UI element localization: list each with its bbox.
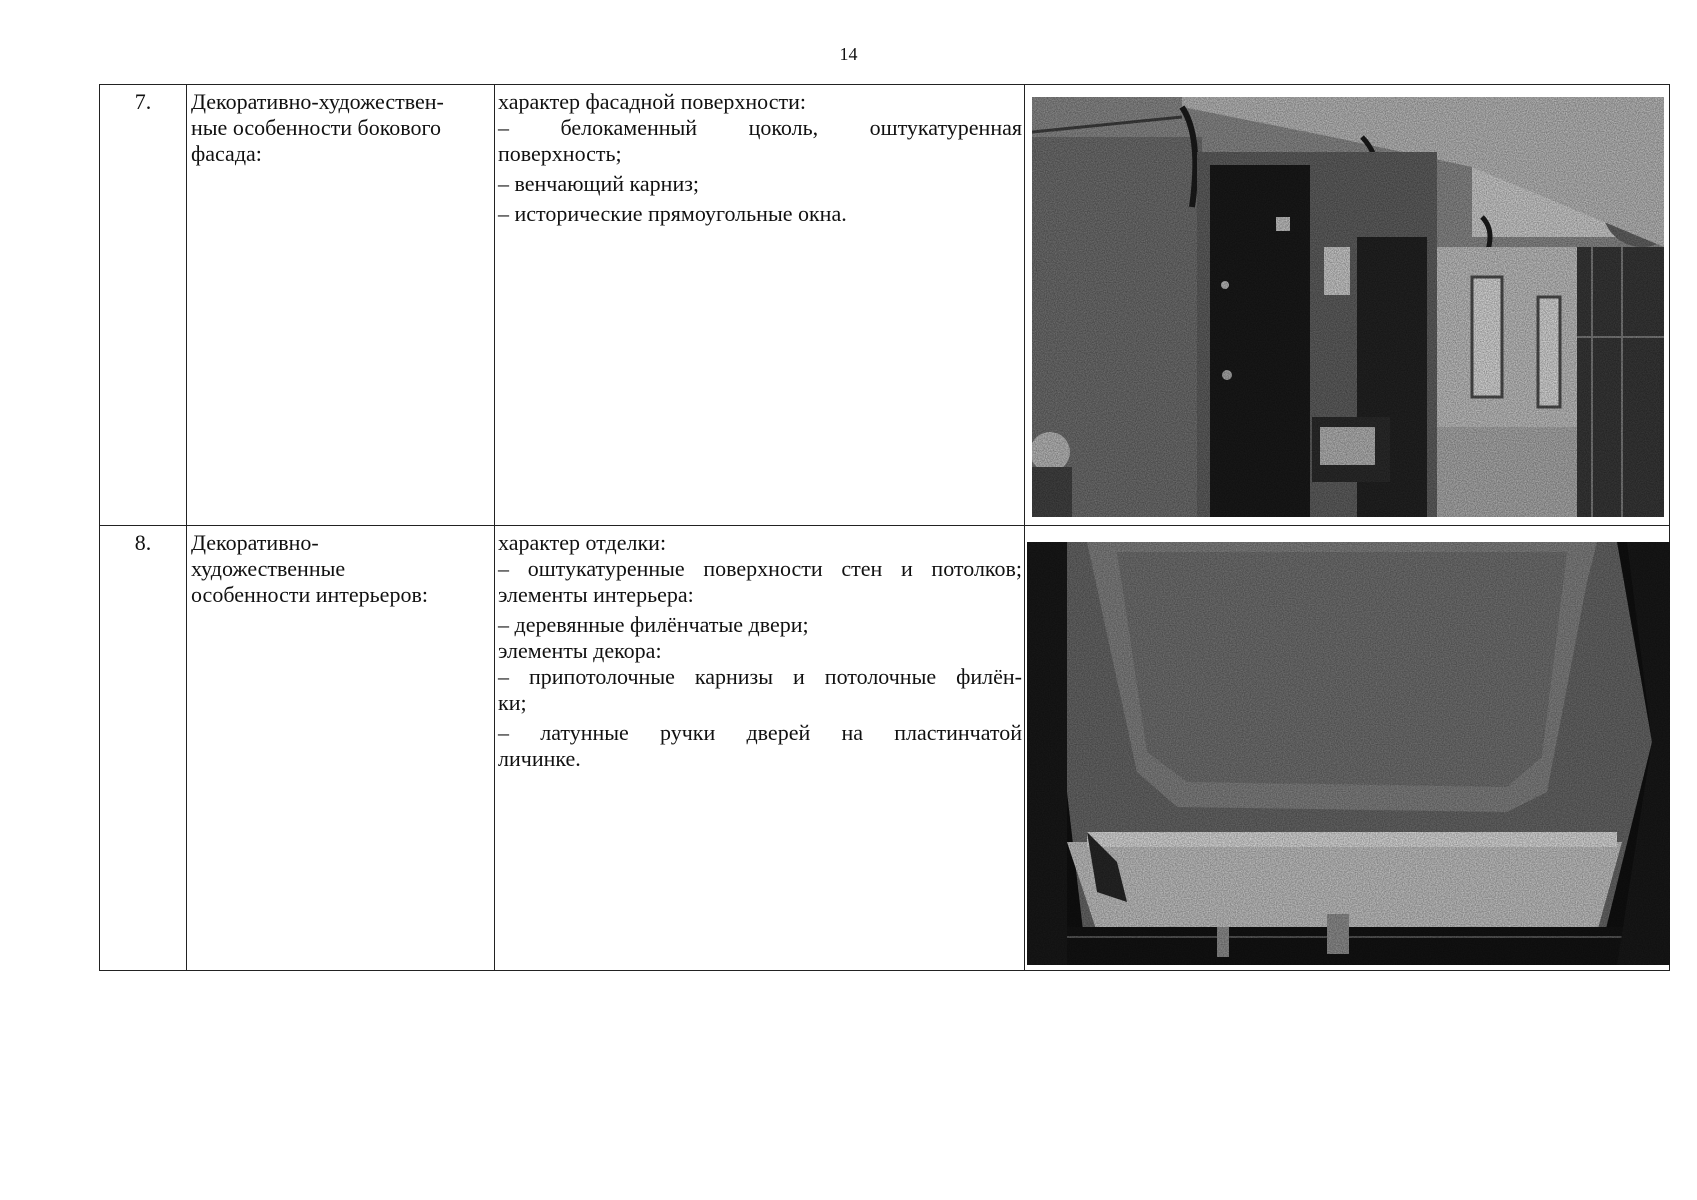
feature-name (187, 526, 495, 971)
desc-item-continuation: поверхность; (498, 141, 622, 166)
page-number: 14 (839, 44, 858, 64)
desc-item: – исторические прямоугольные окна. (498, 201, 847, 226)
desc-item-continuation: личинке. (498, 746, 581, 771)
table-row (100, 526, 1670, 971)
feature-name (187, 85, 495, 526)
feature-name-line: ные особенности бокового (191, 115, 442, 140)
desc-item: – латунные ручки дверей на пластинчатой (498, 720, 1022, 745)
feature-name-line: особенности интерьеров: (191, 582, 428, 607)
desc-item: – белокаменный цоколь, оштукатуренная (498, 115, 1022, 140)
side-facade-photo (1032, 97, 1664, 517)
desc-item: – венчающий карниз; (498, 171, 700, 196)
feature-name-line: фасада: (191, 141, 262, 166)
desc-subheading: элементы интерьера: (498, 582, 694, 607)
desc-item-continuation: ки; (498, 690, 527, 715)
photo-cell (1025, 85, 1670, 526)
monument-features-table (99, 84, 1670, 971)
row-number: 7. (100, 85, 187, 526)
feature-name-line: Декоративно- (191, 530, 319, 555)
row-number: 8. (100, 526, 187, 971)
feature-name-line: художественные (191, 556, 346, 581)
desc-subheading: элементы декора: (498, 638, 662, 663)
feature-description (495, 526, 1025, 971)
desc-item: – оштукатуренные поверхности стен и потолков; (498, 556, 1022, 581)
photo-cell (1025, 526, 1670, 971)
table-row (100, 85, 1670, 526)
desc-heading: характер отделки: (498, 530, 667, 555)
interior-ceiling-photo (1027, 542, 1670, 965)
desc-heading: характер фасадной поверхности: (498, 89, 806, 114)
desc-item: – деревянные филёнчатые двери; (498, 612, 809, 637)
desc-item: – припотолочные карнизы и потолочные филён- (498, 664, 1022, 689)
feature-description (495, 85, 1025, 526)
feature-name-line: Декоративно-художествен- (191, 89, 444, 114)
